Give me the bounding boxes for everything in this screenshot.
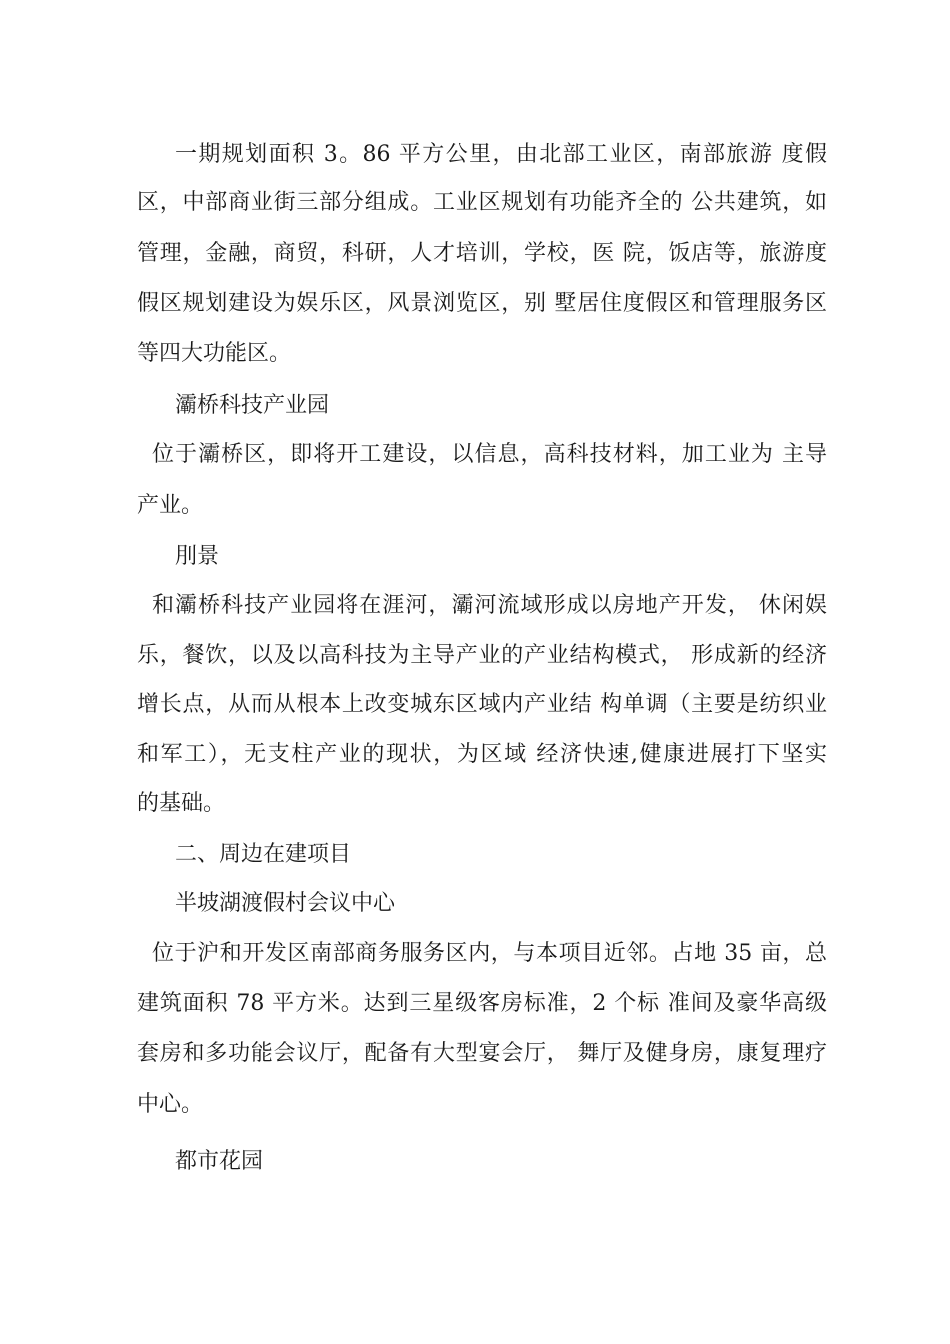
paragraph-line: 套房和多功能会议厅，配备有大型宴会厅， 舞厅及健身房，康复理疗 bbox=[137, 1041, 827, 1066]
section-heading: 二、周边在建项目 bbox=[175, 842, 352, 867]
paragraph-line: 区，中部商业街三部分组成。工业区规划有功能齐全的 公共建筑，如 bbox=[137, 190, 827, 215]
paragraph-line: 和灞桥科技产业园将在涯河，灞河流域形成以房地产开发， 休闲娱 bbox=[152, 593, 827, 618]
paragraph-line: 管理，金融，商贸，科研，人才培训，学校，医 院，饭店等，旅游度 bbox=[137, 241, 827, 266]
paragraph-line: 等四大功能区。 bbox=[137, 341, 292, 366]
paragraph-line: 产业。 bbox=[137, 493, 204, 518]
paragraph-line: 的基础。 bbox=[137, 791, 226, 816]
paragraph-line: 中心。 bbox=[137, 1092, 204, 1117]
paragraph-line: 建筑面积 78 平方米。达到三星级客房标准，2 个标 准间及豪华高级 bbox=[137, 991, 827, 1016]
paragraph-line: 位于灞桥区，即将开工建设，以信息，高科技材料，加工业为 主导 bbox=[152, 442, 827, 467]
paragraph-line: 增长点，从而从根本上改变城东区域内产业结 构单调（主要是纺织业 bbox=[137, 692, 827, 717]
section-heading: 都市花园 bbox=[175, 1149, 264, 1174]
paragraph-line: 乐，餐饮，以及以高科技为主导产业的产业结构模式， 形成新的经济 bbox=[137, 643, 827, 668]
paragraph-line: 和军工），无支柱产业的现状，为区域 经济快速,健康进展打下坚实 bbox=[137, 742, 827, 767]
section-heading: 半坡湖渡假村会议中心 bbox=[175, 891, 396, 916]
paragraph-line: 位于沪和开发区南部商务服务区内，与本项目近邻。占地 35 亩，总 bbox=[152, 941, 827, 966]
paragraph-line: 一期规划面积 3。86 平方公里，由北部工业区，南部旅游 度假 bbox=[175, 142, 827, 167]
section-heading: 刖景 bbox=[175, 544, 220, 569]
section-heading: 灞桥科技产业园 bbox=[175, 393, 330, 418]
paragraph-line: 假区规划建设为娱乐区，风景浏览区，别 墅居住度假区和管理服务区 bbox=[137, 291, 827, 316]
